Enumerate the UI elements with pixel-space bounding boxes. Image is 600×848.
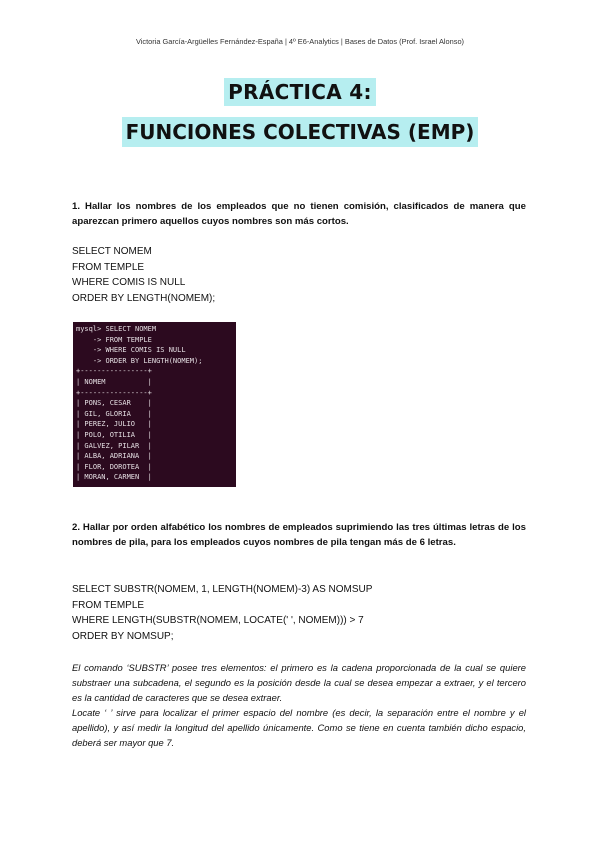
terminal-line: -> ORDER BY LENGTH(NOMEM);	[76, 356, 203, 365]
terminal-line: +----------------+	[76, 367, 152, 376]
terminal-line: | ALBA, ADRIANA |	[76, 452, 152, 461]
terminal-line: | NOMEM |	[76, 377, 152, 386]
page-header: Victoria García-Argüelles Fernández-España | 4º E6-Analytics | Bases de Datos (Prof. Israel Alonso)	[135, 37, 465, 46]
query-2-code	[72, 582, 372, 644]
code-line: FROM TEMPLE	[72, 599, 145, 611]
terminal-line: | MORAN, CARMEN |	[76, 473, 152, 482]
terminal-line: | FLOR, DOROTEA |	[76, 462, 152, 471]
question-1: 1. Hallar los nombres de los empleados que no tienen comisión, clasificados de manera que aparezcan primero aquellos cuyos nombres son más cortos.	[72, 201, 526, 227]
code-line: SELECT NOMEM	[72, 246, 152, 257]
code-line: WHERE LENGTH(SUBSTR(NOMEM, LOCATE(' ', NOMEM))) > 7	[72, 615, 364, 626]
code-line: ORDER BY NOMSUP;	[72, 630, 174, 642]
title-line-2	[0, 120, 600, 145]
code-line: ORDER BY LENGTH(NOMEM);	[72, 292, 216, 304]
terminal-line: | POLO, OTILIA |	[76, 430, 152, 439]
title-text-1: PRÁCTICA 4:	[224, 78, 376, 106]
terminal-line: +----------------+	[76, 388, 152, 397]
code-line: SELECT SUBSTR(NOMEM, 1, LENGTH(NOMEM)-3) AS NOMSUP	[72, 584, 373, 595]
code-line: FROM TEMPLE	[72, 261, 145, 273]
explanation-substr	[72, 660, 526, 750]
terminal-line: | PEREZ, JULIO |	[76, 420, 152, 429]
terminal-line: -> WHERE COMIS IS NULL	[76, 346, 186, 355]
terminal-line: mysql> SELECT NOMEM	[76, 325, 157, 333]
explanation-locate-text: Locate ‘ ’ sirve para localizar el primer espacio del nombre (es decir, la separación entre el nombre y el apellido), y así medir la longitud del apellido únicamente. Como se tiene en cuenta también dicho espacio, deberá ser mayor que 7.	[72, 707, 526, 748]
question-2: 2. Hallar por orden alfabético los nombres de empleados suprimiendo las tres últimas letras de los nombres de pila, para los empleados cuyos nombres de pila tengan más de 6 letras.	[72, 522, 526, 548]
title-text-2: FUNCIONES COLECTIVAS (EMP)	[122, 117, 479, 147]
query-1-code	[72, 244, 215, 306]
terminal-line: | GALVEZ, PILAR |	[76, 441, 152, 450]
terminal-line: -> FROM TEMPLE	[76, 335, 152, 344]
title-line-1	[0, 80, 600, 105]
terminal-line: | GIL, GLORIA |	[76, 409, 152, 418]
explanation-substr-text: El comando ‘SUBSTR’ posee tres elementos: el primero es la cadena proporcionada de la cual se quiere substraer una subcadena, el segundo es la posición desde la cual se desea empezar a extraer, y el tercero es la cantidad de caracteres que se desea extraer.	[72, 662, 526, 703]
code-line: WHERE COMIS IS NULL	[72, 277, 186, 288]
terminal-line: | PONS, CESAR |	[76, 399, 152, 408]
terminal-screenshot	[73, 322, 236, 487]
